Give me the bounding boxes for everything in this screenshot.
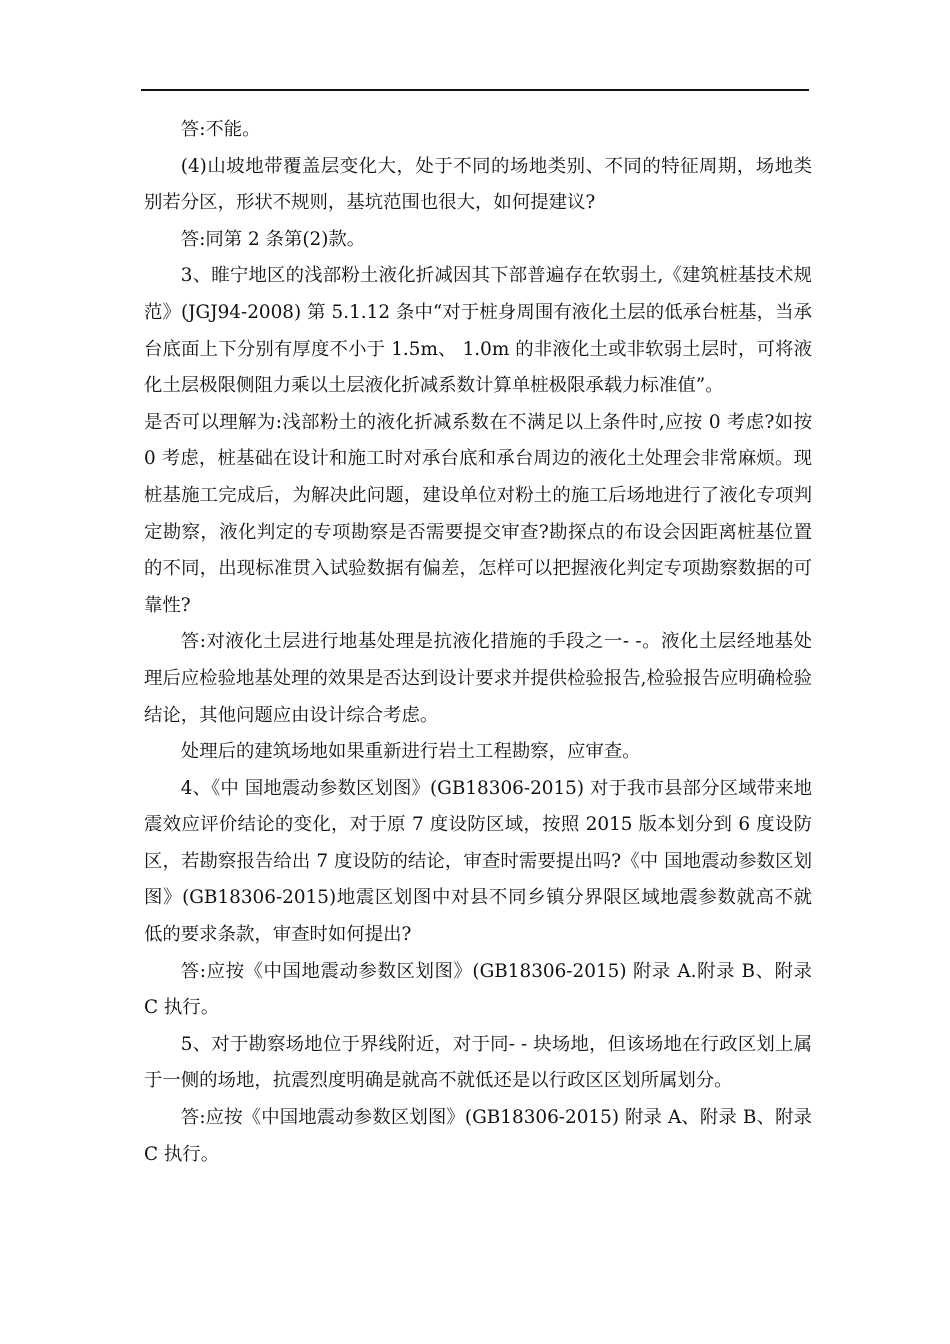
paragraph-question-4: (4)山坡地带覆盖层变化大，处于不同的场地类别、不同的特征周期，场地类别若分区，形状不规则，基坑范围也很大，如何提建议? (144, 155, 812, 214)
paragraph-answer-item-3-note: 处理后的建筑场地如果重新进行岩土工程勘察，应审查。 (180, 741, 641, 763)
paragraph-item-3: 3、睢宁地区的浅部粉土液化折减因其下部普遍存在软弱土,《建筑桩基技术规范》(JGJ94-2008) 第 5.1.12 条中“对于桩身周围有液化土层的低承台桩基，当承台底面上下分别有厚度不小于 1.5m、 1.0m 的非液化土或非软弱土层时，可将液化土层极限侧阻力乘以土层液化折减系数计算单桩极限承载力标准值”。 (144, 265, 812, 397)
paragraph-answer-1: 答:不能。 (180, 119, 261, 140)
document-body (144, 112, 812, 1173)
paragraph-answer-item-4: 答:应按《中国地震动参数区划图》(GB18306-2015) 附录 A.附录 B、附录 C 执行。 (144, 960, 812, 1019)
paragraph-item-3-question: 是否可以理解为:浅部粉土的液化折减系数在不满足以上条件时,应按 0 考虑?如按 0 考虑，桩基础在设计和施工时对承台底和承台周边的液化土处理会非常麻烦。现桩基施工完成后，为解决此问题，建设单位对粉土的施工后场地进行了液化专项判定勘察，液化判定的专项勘察是否需要提交审查?勘探点的布设会因距离桩基位置的不同，出现标准贯入试验数据有偏差，怎样可以把握液化判定专项勘察数据的可靠性? (144, 411, 812, 616)
paragraph-answer-item-3: 答:对液化土层进行地基处理是抗液化措施的手段之一- -。液化土层经地基处理后应检验地基处理的效果是否达到设计要求并提供检验报告,检验报告应明确检验结论，其他问题应由设计综合考虑。 (144, 631, 812, 726)
paragraph-item-5: 5、对于勘察场地位于界线附近，对于同- - 块场地，但该场地在行政区划上属于一侧的场地，抗震烈度明确是就高不就低还是以行政区区划所属划分。 (144, 1033, 812, 1092)
paragraph-answer-item-5: 答:应按《中国地震动参数区划图》(GB18306-2015) 附录 A、附录 B、附录 C 执行。 (144, 1107, 812, 1165)
paragraph-item-4: 4、《中 国地震动参数区划图》(GB18306-2015) 对于我市县部分区域带来地震效应评价结论的变化，对于原 7 度设防区域，按照 2015 版本划分到 6 度设防区，若勘察报告给出 7 度设防的结论，审查时需要提出吗?《中 国地震动参数区划图》(GB18306-2015)地震区划图中对县不同乡镇分界限区域地震参数就高不就低的要求条款，审查时如何提出? (144, 777, 812, 946)
paragraph-answer-4: 答:同第 2 条第(2)款。 (180, 228, 366, 250)
header-rule (141, 89, 809, 91)
